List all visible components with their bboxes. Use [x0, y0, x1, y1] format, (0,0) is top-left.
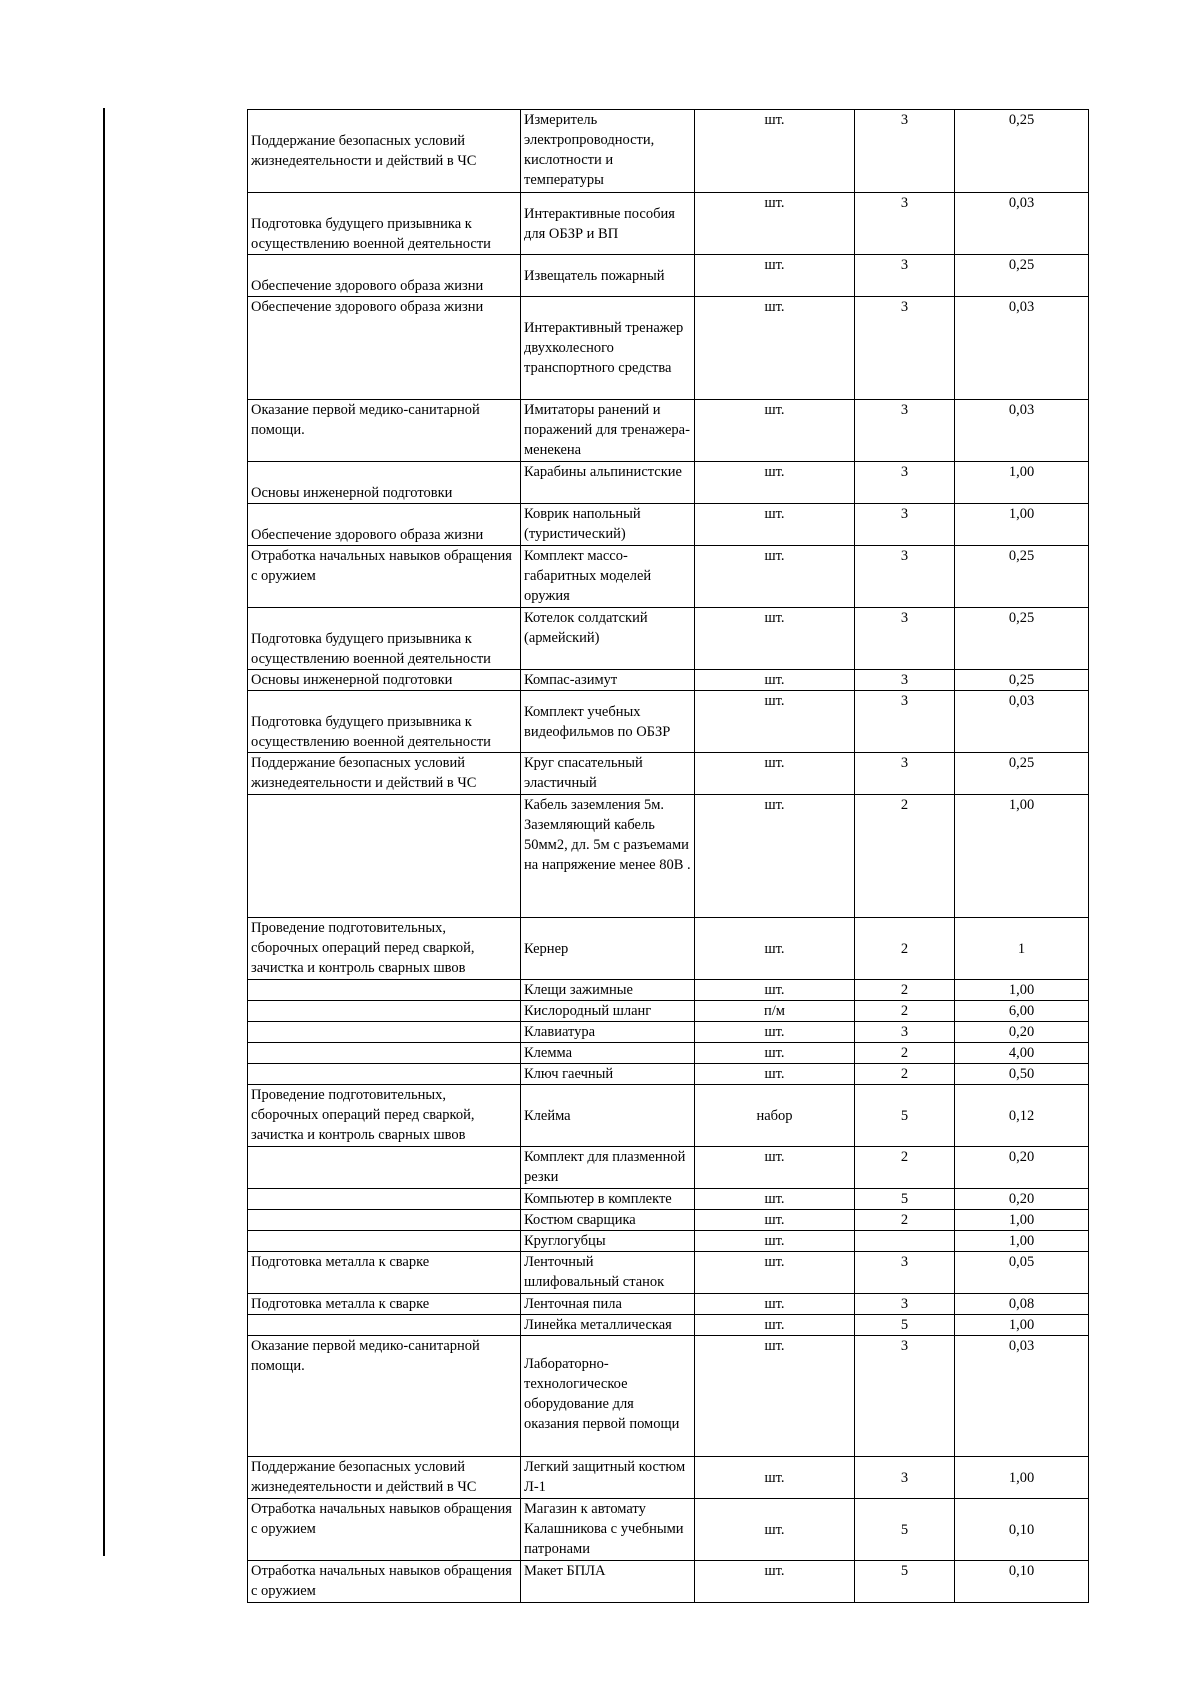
coefficient-cell: 1,00	[955, 795, 1089, 918]
unit-cell: шт.	[695, 504, 855, 546]
unit-cell: шт.	[695, 1022, 855, 1043]
quantity-cell: 2	[855, 1147, 955, 1189]
coefficient-cell: 0,12	[955, 1085, 1089, 1147]
quantity-cell: 2	[855, 1064, 955, 1085]
topic-cell: Отработка начальных навыков обращения с оружием	[248, 546, 521, 608]
quantity-cell: 3	[855, 462, 955, 504]
coefficient-cell: 1,00	[955, 1315, 1089, 1336]
equipment-name-cell: Ленточный шлифовальный станок	[521, 1252, 695, 1294]
topic-cell	[248, 795, 521, 918]
coefficient-cell: 0,25	[955, 110, 1089, 193]
table-row	[248, 1147, 1089, 1189]
coefficient-cell: 1,00	[955, 1210, 1089, 1231]
equipment-name-cell: Ключ гаечный	[521, 1064, 695, 1085]
topic-cell	[248, 1210, 521, 1231]
quantity-cell	[855, 1231, 955, 1252]
equipment-name-cell: Интерактивные пособия для ОБЗР и ВП	[521, 193, 695, 255]
topic-cell: Подготовка металла к сварке	[248, 1252, 521, 1294]
unit-cell: шт.	[695, 691, 855, 753]
equipment-name-cell: Комплект учебных видеофильмов по ОБЗР	[521, 691, 695, 753]
quantity-cell: 3	[855, 1336, 955, 1457]
topic-cell: Обеспечение здорового образа жизни	[248, 297, 521, 400]
table-row	[248, 1336, 1089, 1457]
topic-cell	[248, 1064, 521, 1085]
topic-cell: Оказание первой медико-санитарной помощи.	[248, 400, 521, 462]
coefficient-cell: 0,50	[955, 1064, 1089, 1085]
coefficient-cell: 0,20	[955, 1022, 1089, 1043]
unit-cell: шт.	[695, 1561, 855, 1603]
table-row	[248, 1294, 1089, 1315]
equipment-name-cell: Коврик напольный (туристический)	[521, 504, 695, 546]
equipment-name-cell: Компас-азимут	[521, 670, 695, 691]
equipment-name-cell: Круг спасательный эластичный	[521, 753, 695, 795]
equipment-name-cell: Кислородный шланг	[521, 1001, 695, 1022]
quantity-cell: 3	[855, 1252, 955, 1294]
coefficient-cell: 0,25	[955, 608, 1089, 670]
coefficient-cell: 0,08	[955, 1294, 1089, 1315]
equipment-name-cell: Костюм сварщика	[521, 1210, 695, 1231]
quantity-cell: 3	[855, 400, 955, 462]
topic-cell: Подготовка будущего призывника к осуществлению военной деятельности	[248, 193, 521, 255]
table-row	[248, 1252, 1089, 1294]
equipment-name-cell: Имитаторы ранений и поражений для тренажера-менекена	[521, 400, 695, 462]
coefficient-cell: 1,00	[955, 504, 1089, 546]
coefficient-cell: 0,20	[955, 1147, 1089, 1189]
table-row	[248, 1064, 1089, 1085]
coefficient-cell: 1,00	[955, 1231, 1089, 1252]
quantity-cell: 3	[855, 1457, 955, 1499]
coefficient-cell: 0,03	[955, 1336, 1089, 1457]
topic-cell: Подготовка будущего призывника к осуществлению военной деятельности	[248, 608, 521, 670]
equipment-name-cell: Легкий защитный костюм Л-1	[521, 1457, 695, 1499]
equipment-name-cell: Круглогубцы	[521, 1231, 695, 1252]
quantity-cell: 5	[855, 1085, 955, 1147]
coefficient-cell: 1	[955, 918, 1089, 980]
equipment-name-cell: Магазин к автомату Калашникова с учебными патронами	[521, 1499, 695, 1561]
table-row	[248, 1231, 1089, 1252]
unit-cell: шт.	[695, 110, 855, 193]
table-row	[248, 255, 1089, 297]
table-row	[248, 670, 1089, 691]
table-row	[248, 753, 1089, 795]
table-row	[248, 110, 1089, 193]
quantity-cell: 3	[855, 110, 955, 193]
equipment-name-cell: Клавиатура	[521, 1022, 695, 1043]
unit-cell: шт.	[695, 795, 855, 918]
topic-cell	[248, 1147, 521, 1189]
quantity-cell: 3	[855, 1022, 955, 1043]
unit-cell: шт.	[695, 1499, 855, 1561]
unit-cell: шт.	[695, 255, 855, 297]
topic-cell: Отработка начальных навыков обращения с оружием	[248, 1499, 521, 1561]
quantity-cell: 3	[855, 608, 955, 670]
coefficient-cell: 1,00	[955, 462, 1089, 504]
topic-cell: Оказание первой медико-санитарной помощи.	[248, 1336, 521, 1457]
topic-cell	[248, 1231, 521, 1252]
equipment-name-cell: Извещатель пожарный	[521, 255, 695, 297]
coefficient-cell: 0,03	[955, 400, 1089, 462]
quantity-cell: 3	[855, 546, 955, 608]
equipment-name-cell: Ленточная пила	[521, 1294, 695, 1315]
coefficient-cell: 6,00	[955, 1001, 1089, 1022]
topic-cell: Поддержание безопасных условий жизнедеятельности и действий в ЧС	[248, 110, 521, 193]
quantity-cell: 3	[855, 691, 955, 753]
topic-cell	[248, 1001, 521, 1022]
equipment-name-cell: Кабель заземления 5м. Заземляющий кабель 50мм2, дл. 5м с разъемами на напряжение менее 80В .	[521, 795, 695, 918]
coefficient-cell: 4,00	[955, 1043, 1089, 1064]
quantity-cell: 3	[855, 670, 955, 691]
coefficient-cell: 0,03	[955, 297, 1089, 400]
table-row	[248, 1499, 1089, 1561]
equipment-name-cell: Комплект для плазменной резки	[521, 1147, 695, 1189]
unit-cell: шт.	[695, 670, 855, 691]
equipment-name-cell: Карабины альпинистские	[521, 462, 695, 504]
coefficient-cell: 0,25	[955, 753, 1089, 795]
topic-cell	[248, 1315, 521, 1336]
coefficient-cell: 0,10	[955, 1561, 1089, 1603]
unit-cell: набор	[695, 1085, 855, 1147]
quantity-cell: 3	[855, 1294, 955, 1315]
unit-cell: шт.	[695, 918, 855, 980]
table-row	[248, 918, 1089, 980]
topic-cell: Обеспечение здорового образа жизни	[248, 504, 521, 546]
quantity-cell: 5	[855, 1315, 955, 1336]
quantity-cell: 2	[855, 980, 955, 1001]
topic-cell: Поддержание безопасных условий жизнедеятельности и действий в ЧС	[248, 1457, 521, 1499]
topic-cell	[248, 1189, 521, 1210]
quantity-cell: 3	[855, 753, 955, 795]
topic-cell: Отработка начальных навыков обращения с оружием	[248, 1561, 521, 1603]
coefficient-cell: 0,03	[955, 193, 1089, 255]
coefficient-cell: 0,25	[955, 546, 1089, 608]
table-row	[248, 462, 1089, 504]
equipment-name-cell: Измеритель электропроводности, кислотности и температуры	[521, 110, 695, 193]
unit-cell: шт.	[695, 608, 855, 670]
unit-cell: шт.	[695, 753, 855, 795]
unit-cell: шт.	[695, 400, 855, 462]
table-row	[248, 193, 1089, 255]
topic-cell: Проведение подготовительных, сборочных операций перед сваркой, зачистка и контроль сварных швов	[248, 918, 521, 980]
equipment-table	[247, 109, 1089, 1603]
table-row	[248, 980, 1089, 1001]
equipment-name-cell: Клемма	[521, 1043, 695, 1064]
equipment-name-cell: Клещи зажимные	[521, 980, 695, 1001]
table-row	[248, 1315, 1089, 1336]
unit-cell: шт.	[695, 1457, 855, 1499]
unit-cell: шт.	[695, 1315, 855, 1336]
unit-cell: шт.	[695, 193, 855, 255]
equipment-name-cell: Линейка металлическая	[521, 1315, 695, 1336]
table-row	[248, 795, 1089, 918]
unit-cell: шт.	[695, 980, 855, 1001]
unit-cell: шт.	[695, 1147, 855, 1189]
quantity-cell: 5	[855, 1561, 955, 1603]
unit-cell: п/м	[695, 1001, 855, 1022]
equipment-name-cell: Интерактивный тренажер двухколесного транспортного средства	[521, 297, 695, 400]
coefficient-cell: 1,00	[955, 980, 1089, 1001]
equipment-name-cell: Компьютер в комплекте	[521, 1189, 695, 1210]
equipment-name-cell: Комплект массо-габаритных моделей оружия	[521, 546, 695, 608]
quantity-cell: 3	[855, 297, 955, 400]
quantity-cell: 2	[855, 1043, 955, 1064]
topic-cell: Проведение подготовительных, сборочных операций перед сваркой, зачистка и контроль сварных швов	[248, 1085, 521, 1147]
table-row	[248, 1210, 1089, 1231]
table-row	[248, 1561, 1089, 1603]
unit-cell: шт.	[695, 1043, 855, 1064]
quantity-cell: 3	[855, 255, 955, 297]
table-row	[248, 1001, 1089, 1022]
table-row	[248, 400, 1089, 462]
topic-cell: Подготовка будущего призывника к осуществлению военной деятельности	[248, 691, 521, 753]
quantity-cell: 3	[855, 504, 955, 546]
topic-cell: Основы инженерной подготовки	[248, 462, 521, 504]
coefficient-cell: 0,10	[955, 1499, 1089, 1561]
quantity-cell: 2	[855, 1001, 955, 1022]
coefficient-cell: 0,20	[955, 1189, 1089, 1210]
unit-cell: шт.	[695, 462, 855, 504]
table-row	[248, 1043, 1089, 1064]
quantity-cell: 2	[855, 918, 955, 980]
unit-cell: шт.	[695, 1336, 855, 1457]
equipment-name-cell: Клейма	[521, 1085, 695, 1147]
table-row	[248, 546, 1089, 608]
topic-cell: Основы инженерной подготовки	[248, 670, 521, 691]
equipment-name-cell: Макет БПЛА	[521, 1561, 695, 1603]
quantity-cell: 5	[855, 1499, 955, 1561]
unit-cell: шт.	[695, 546, 855, 608]
unit-cell: шт.	[695, 1252, 855, 1294]
unit-cell: шт.	[695, 1064, 855, 1085]
unit-cell: шт.	[695, 1189, 855, 1210]
coefficient-cell: 0,25	[955, 255, 1089, 297]
table-row	[248, 608, 1089, 670]
quantity-cell: 2	[855, 1210, 955, 1231]
topic-cell: Поддержание безопасных условий жизнедеятельности и действий в ЧС	[248, 753, 521, 795]
table-row	[248, 1022, 1089, 1043]
table-row	[248, 1457, 1089, 1499]
quantity-cell: 5	[855, 1189, 955, 1210]
coefficient-cell: 0,25	[955, 670, 1089, 691]
coefficient-cell: 0,05	[955, 1252, 1089, 1294]
table-row	[248, 504, 1089, 546]
table-row	[248, 691, 1089, 753]
table-row	[248, 1085, 1089, 1147]
table-row	[248, 297, 1089, 400]
unit-cell: шт.	[695, 1231, 855, 1252]
topic-cell	[248, 980, 521, 1001]
equipment-name-cell: Лабораторно-технологическое оборудование для оказания первой помощи	[521, 1336, 695, 1457]
unit-cell: шт.	[695, 1294, 855, 1315]
coefficient-cell: 1,00	[955, 1457, 1089, 1499]
topic-cell	[248, 1022, 521, 1043]
equipment-name-cell: Кернер	[521, 918, 695, 980]
topic-cell	[248, 1043, 521, 1064]
unit-cell: шт.	[695, 1210, 855, 1231]
topic-cell: Обеспечение здорового образа жизни	[248, 255, 521, 297]
page-margin-line	[103, 108, 105, 1556]
coefficient-cell: 0,03	[955, 691, 1089, 753]
quantity-cell: 2	[855, 795, 955, 918]
unit-cell: шт.	[695, 297, 855, 400]
equipment-name-cell: Котелок солдатский (армейский)	[521, 608, 695, 670]
table-row	[248, 1189, 1089, 1210]
quantity-cell: 3	[855, 193, 955, 255]
topic-cell: Подготовка металла к сварке	[248, 1294, 521, 1315]
